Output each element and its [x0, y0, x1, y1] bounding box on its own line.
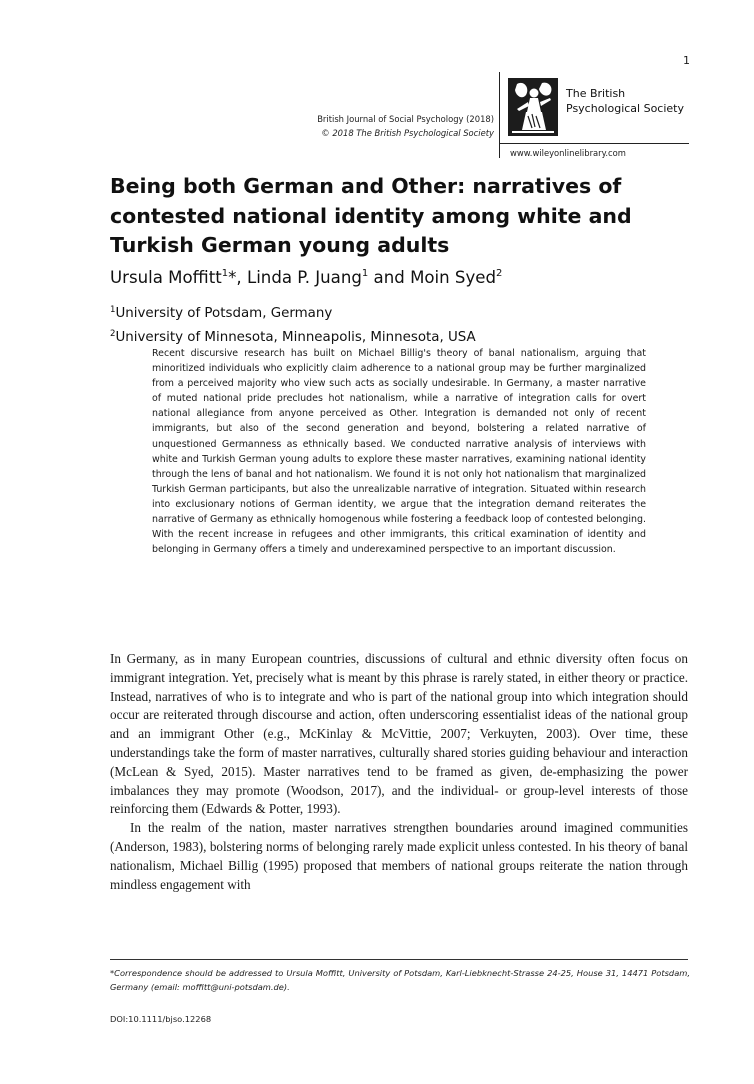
author-separator: and — [368, 268, 411, 287]
author-separator: , — [236, 268, 247, 287]
corresponding-mark: * — [228, 268, 237, 287]
affiliation-text: University of Potsdam, Germany — [115, 306, 333, 321]
header-horizontal-rule — [499, 143, 689, 144]
footnote-rule — [110, 959, 688, 960]
abstract: Recent discursive research has built on Michael Billig's theory of banal nationalism, arguing that minoritized individuals who explicitly claim adherence to a national group may be further marginalized from a perceived majority who view such acts as socially undesirable. In Germany, a master narrative of muted national pride precludes hot nationalism, while a narrative of integration calls for overt national allegiance from anyone perceived as Other. Integration is demanded not only of recent immigrants, but also of the second generation and beyond, bolstering a related narrative of unquestioned Germanness as ethnically based. We conducted narrative analysis of interviews with white and Turkish German young adults to explore these master narratives, examining national identity through the lens of banal and hot nationalism. We found it is not only hot nationalism that marginalized Turkish German participants, but also the unrealizable narrative of integration. Situated within research into exclusionary notions of German identity, we argue that the integration demand reiterates the narrative of Germany as ethnically homogenous while fostering a feedback loop of contested belonging. With the recent increase in refugees and other immigrants, this critical examination of identity and belonging in Germany offers a timely and underexamined perspective to an important discussion. — [152, 348, 646, 556]
body-paragraph: In the realm of the nation, master narratives strengthen boundaries around imagined communities (Anderson, 1983), bolstering norms of belonging rarely made explicit unless contested. In his theory of banal nationalism, Michael Billig (1995) proposed that members of national groups reiterate the nation through mindless engagement with — [110, 820, 688, 892]
affiliation-list — [110, 300, 476, 348]
page-number: 1 — [683, 54, 690, 67]
doi: DOI:10.1111/bjso.12268 — [110, 1014, 212, 1024]
affiliation-sup: 2 — [110, 329, 116, 339]
article-title: Being both German and Other: narratives of contested national identity among white and Turkish German young adults — [110, 174, 632, 257]
author-name: Moin Syed — [410, 268, 497, 287]
society-name-line1: The British — [566, 87, 626, 100]
author-list — [110, 268, 502, 287]
journal-copyright: © 2018 The British Psychological Society — [321, 128, 494, 138]
body-text — [110, 650, 688, 894]
author-affil-sup: 2 — [496, 268, 503, 279]
journal-url[interactable]: www.wileyonlinelibrary.com — [510, 148, 626, 158]
affiliation-item — [110, 324, 476, 348]
author-name: Linda P. Juang — [246, 268, 362, 287]
author-affil-sup: 1 — [221, 268, 229, 279]
header-vertical-rule — [499, 72, 500, 158]
psyche-figure-logo-icon — [508, 78, 558, 136]
affiliation-item — [110, 300, 476, 324]
affiliation-text: University of Minnesota, Minneapolis, Minnesota, USA — [115, 330, 476, 345]
body-paragraph: In Germany, as in many European countries, discussions of cultural and ethnic diversity often focus on immigrant integration. Yet, precisely what is meant by this phrase is rarely stated, in either theory or practice. Instead, narratives of who is to integrate and who is part of the national group into which integration should occur are reiterated through discourse and action, often underscoring essentialist ideas of the national group and an immigrant Other (e.g., McKinlay & McVittie, 2007; Verkuyten, 2003). Over time, these understandings take the form of master narratives, culturally shared stories guiding behaviour and interaction (McLean & Syed, 2015). Master narratives tend to be framed as given, de-emphasizing the power imbalances they may promote (Woodson, 2017), and the individual- or group-level interests of those reinforcing them (Edwards & Potter, 1993). — [110, 651, 688, 817]
journal-name-year: British Journal of Social Psychology (2018) — [317, 114, 494, 124]
journal-info — [317, 112, 494, 140]
correspondence-footnote: *Correspondence should be addressed to Ursula Moffitt, University of Potsdam, Karl-Liebknecht-Strasse 24-25, House 31, 14471 Potsdam, Germany (email: moffitt@uni-potsdam.de). — [110, 968, 690, 992]
society-name-line2: Psychological Society — [566, 102, 685, 115]
author-name: Ursula Moffitt — [110, 268, 222, 287]
author-affil-sup: 1 — [361, 268, 369, 279]
society-name — [566, 86, 684, 116]
affiliation-sup: 1 — [110, 305, 116, 315]
